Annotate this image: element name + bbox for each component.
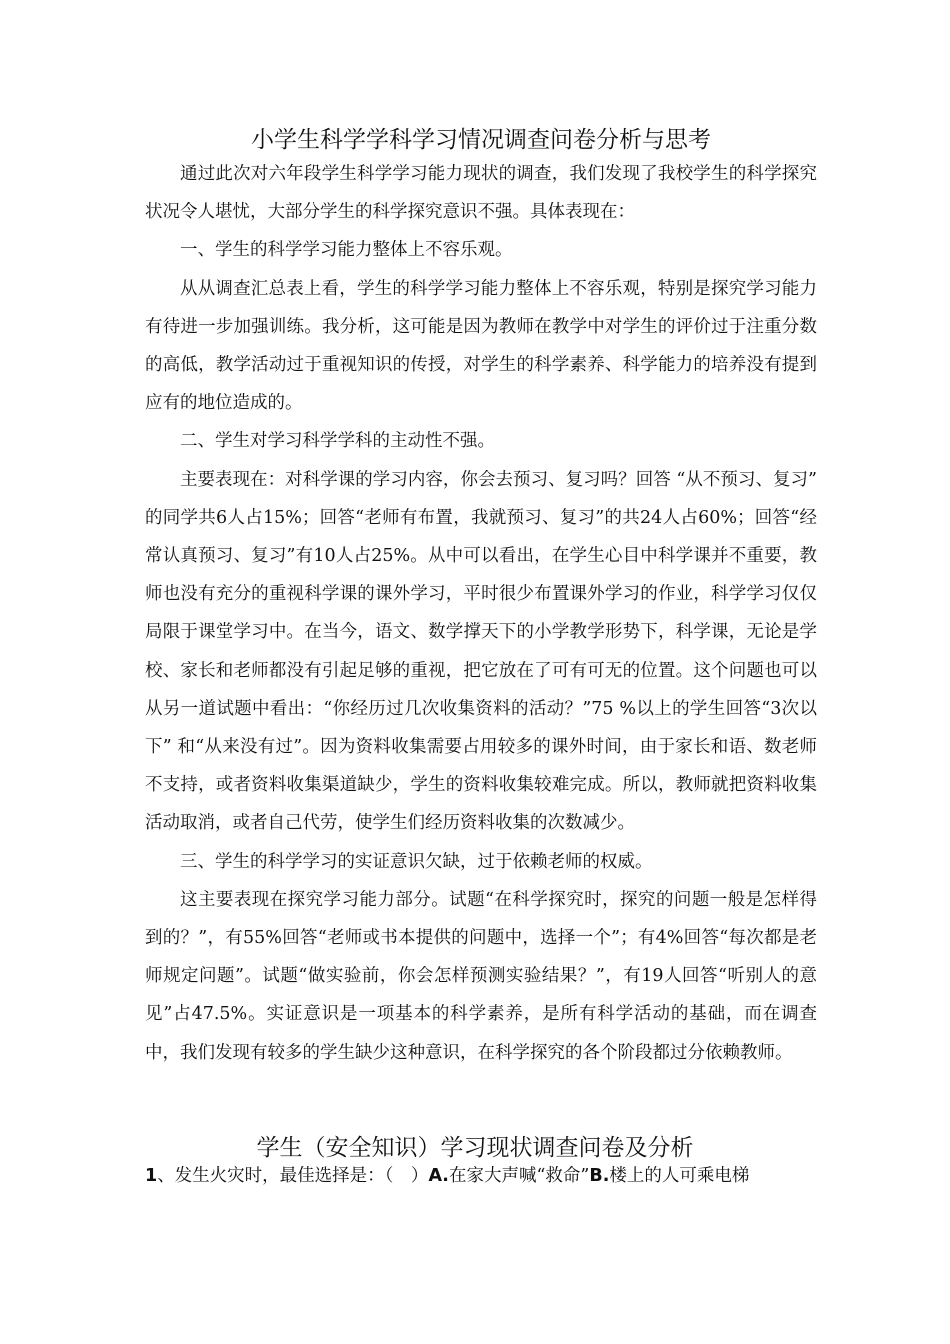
option-b-letter: B. [589,1166,610,1186]
section2-title: 学生（安全知识）学习现状调查问卷及分析 [256,1135,694,1161]
option-a-letter: A. [428,1166,449,1186]
section-heading-1: 一、学生的科学学习能力整体上不容乐观。 [180,240,513,261]
paragraph-intro: 通过此次对六年段学生科学学习能力现状的调查，我们发现了我校学生的科学探究状况令人堪忧，大部分学生的科学探究意识不强。具体表现在： [145,164,817,223]
option-a-text: 在家大声喊“救命” [448,1166,590,1186]
document-title: 小学生科学学科学习情况调查问卷分析与思考 [251,127,711,153]
section-heading-2: 二、学生对学习科学学科的主动性不强。 [180,431,495,452]
paragraph-2: 主要表现在：对科学课的学习内容，你会去预习、复习吗？回答 “从不预习、复习” 的同学共6人占15%；回答“老师有布置，我就预习、复习”的共24人占60%；回答“经常认真预习、复习”有10人占25%。从中可以看出，在学生心目中科学课并不重要，教师也没有充分的重视科学课的课外学习，平时很少布置课外学习的作业，科学学习仅仅局限于课堂学习中。在当今，语文、数学撑天下的小学教学形势下，科学课，无论是学校、家长和老师都没有引起足够的重视，把它放在了可有可无的位置。这个问题也可以从另一道试题中看出：“你经历过几次收集资料的活动？”75 %以上的学生回答“3次以下” 和“从来没有过”。因为资料收集需要占用较多的课外时间，由于家长和语、数老师不支持，或者资料收集渠道缺少，学生的资料收集较难完成。所以，教师就把资料收集活动取消，或者自己代劳，使学生们经历资料收集的次数减少。 [145,469,817,834]
section-heading-3: 三、学生的科学学习的实证意识欠缺，过于依赖老师的权威。 [180,851,653,872]
question-text: 、发生火灾时，最佳选择是：（ ） [157,1166,429,1186]
option-b-text: 楼上的人可乘电梯 [609,1166,750,1186]
question-1 [145,1163,825,1189]
document-body [145,155,817,1072]
paragraph-3: 这主要表现在探究学习能力部分。试题“在科学探究时，探究的问题一般是怎样得到的？”，有55%回答“老师或书本提供的问题中，选择一个”；有4%回答“每次都是老师规定问题”。试题“做实验前，你会怎样预测实验结果？”，有19人回答“听别人的意见”占47.5%。实证意识是一项基本的科学素养，是所有科学活动的基础，而在调查中，我们发现有较多的学生缺少这种意识，在科学探究的各个阶段都过分依赖教师。 [145,889,817,1063]
paragraph-1: 从从调查汇总表上看，学生的科学学习能力整体上不容乐观，特别是探究学习能力有待进一步加强训练。我分析，这可能是因为教师在教学中对学生的评价过于注重分数的高低，教学活动过于重视知识的传授，对学生的科学素养、科学能力的培养没有提到应有的地位造成的。 [145,278,817,414]
question-number: 1 [145,1166,158,1186]
